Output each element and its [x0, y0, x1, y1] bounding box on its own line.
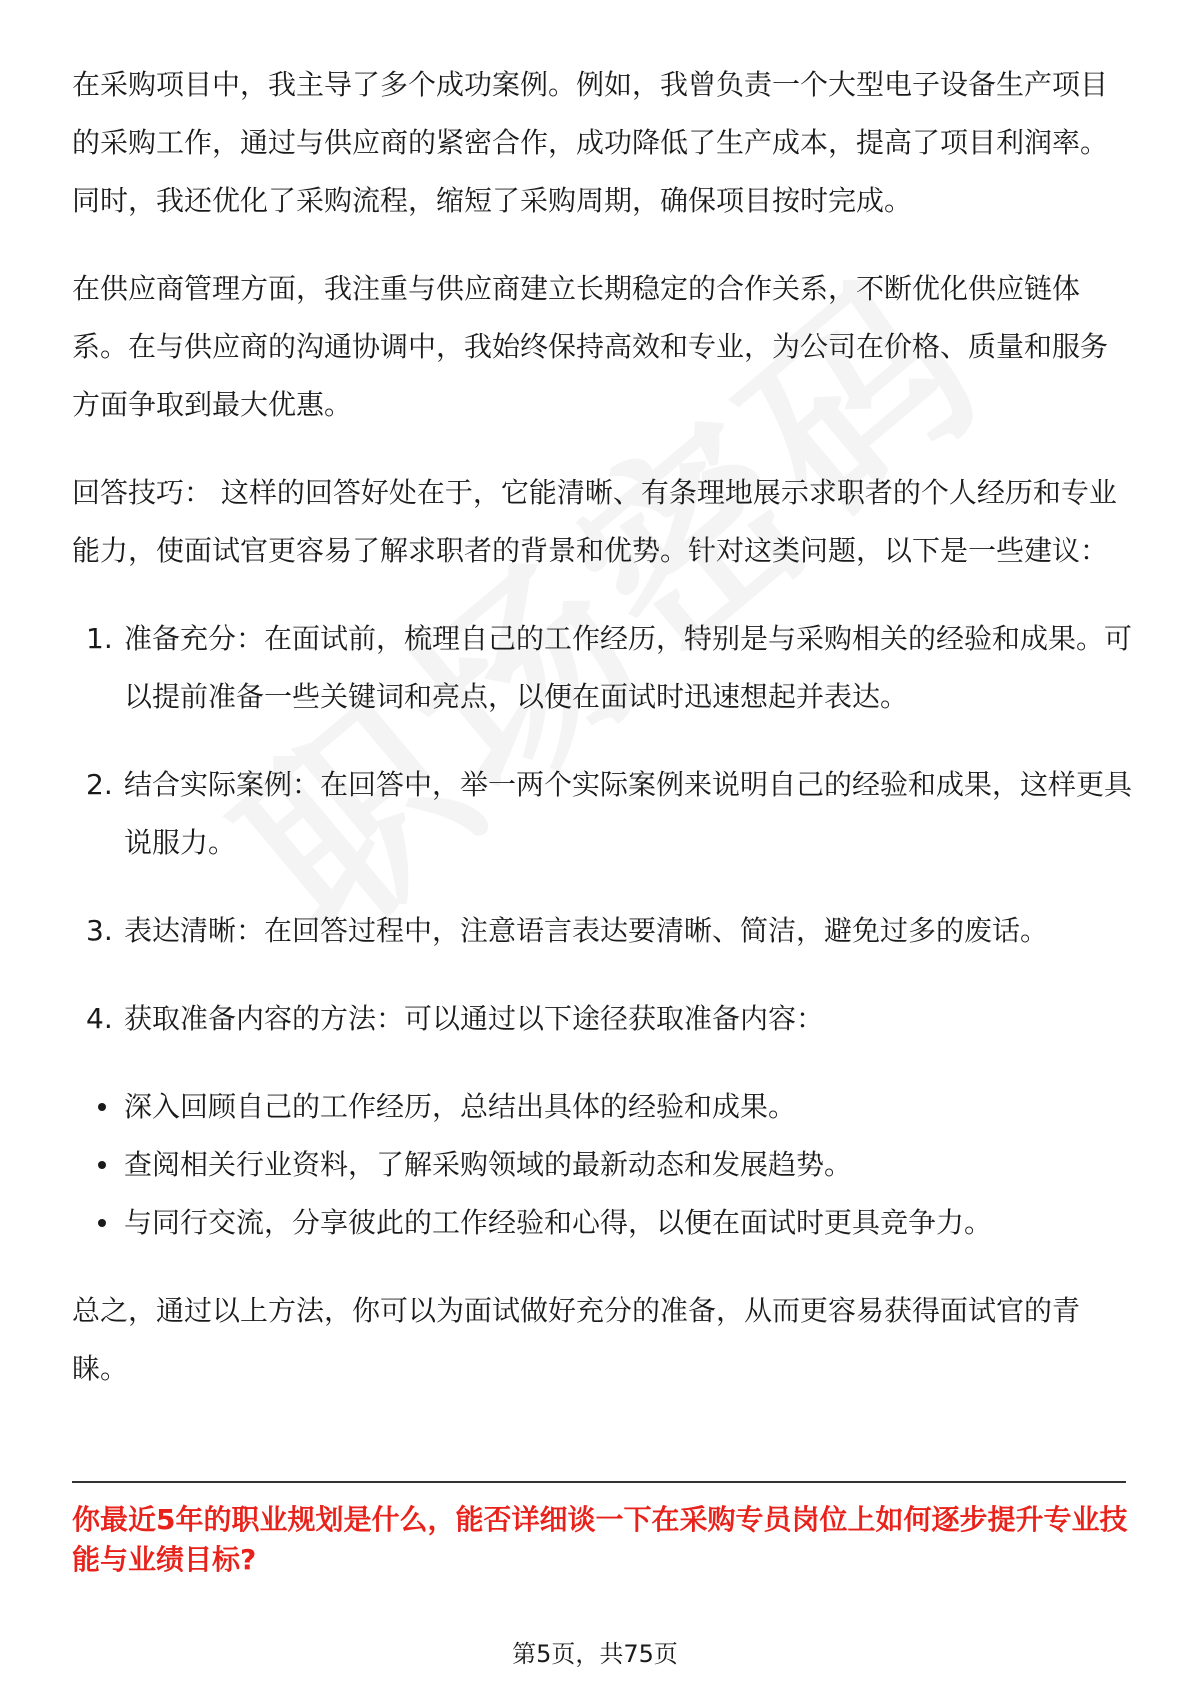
paragraph-conclusion: 总之，通过以上方法，你可以为面试做好充分的准备，从而更容易获得面试官的青睐。 [72, 1294, 1081, 1385]
list-item-text: 准备充分：在面试前，梳理自己的工作经历，特别是与采购相关的经验和成果。可以提前准备一些关键词和亮点，以便在面试时迅速想起并表达。 [124, 622, 1133, 713]
bullet-item [72, 1136, 1132, 1194]
suggestion-list [72, 610, 1132, 1048]
paragraph-answer-tips: 回答技巧： 这样的回答好处在于，它能清晰、有条理地展示求职者的个人经历和专业能力，使面试官更容易了解求职者的背景和优势。针对这类问题，以下是一些建议： [72, 476, 1117, 567]
bullet-item [72, 1078, 1132, 1136]
list-item [72, 610, 1132, 726]
next-question-heading: 你最近5年的职业规划是什么，能否详细谈一下在采购专员岗位上如何逐步提升专业技能与业绩目标? [72, 1503, 1128, 1576]
list-number: 1. [86, 622, 113, 655]
list-item [72, 756, 1132, 872]
bullet-item-text: 深入回顾自己的工作经历，总结出具体的经验和成果。 [124, 1090, 797, 1123]
list-item-text: 表达清晰：在回答过程中，注意语言表达要清晰、简洁，避免过多的废话。 [124, 914, 1049, 947]
method-bullet-list [72, 1078, 1132, 1252]
paragraph-case-study: 在采购项目中，我主导了多个成功案例。例如，我曾负责一个大型电子设备生产项目的采购工作，通过与供应商的紧密合作，成功降低了生产成本，提高了项目利润率。同时，我还优化了采购流程，缩短了采购周期，确保项目按时完成。 [72, 68, 1109, 217]
list-item [72, 902, 1132, 960]
bullet-item [72, 1194, 1132, 1252]
bullet-icon [98, 1219, 106, 1227]
list-number: 4. [86, 1002, 113, 1035]
list-item-text: 结合实际案例：在回答中，举一两个实际案例来说明自己的经验和成果，这样更具说服力。 [124, 768, 1133, 859]
document-body [72, 56, 1132, 1398]
list-number: 3. [86, 914, 113, 947]
list-item [72, 990, 1132, 1048]
bullet-item-text: 与同行交流，分享彼此的工作经验和心得，以便在面试时更具竞争力。 [124, 1206, 993, 1239]
list-item-text: 获取准备内容的方法：可以通过以下途径获取准备内容： [124, 1002, 825, 1035]
paragraph-supplier-management: 在供应商管理方面，我注重与供应商建立长期稳定的合作关系，不断优化供应链体系。在与供应商的沟通协调中，我始终保持高效和专业，为公司在价格、质量和服务方面争取到最大优惠。 [72, 272, 1109, 421]
bullet-icon [98, 1103, 106, 1111]
list-number: 2. [86, 768, 113, 801]
bullet-item-text: 查阅相关行业资料，了解采购领域的最新动态和发展趋势。 [124, 1148, 853, 1181]
page-number: 第5页，共75页 [512, 1640, 678, 1668]
section-divider [72, 1481, 1126, 1483]
bullet-icon [98, 1161, 106, 1169]
